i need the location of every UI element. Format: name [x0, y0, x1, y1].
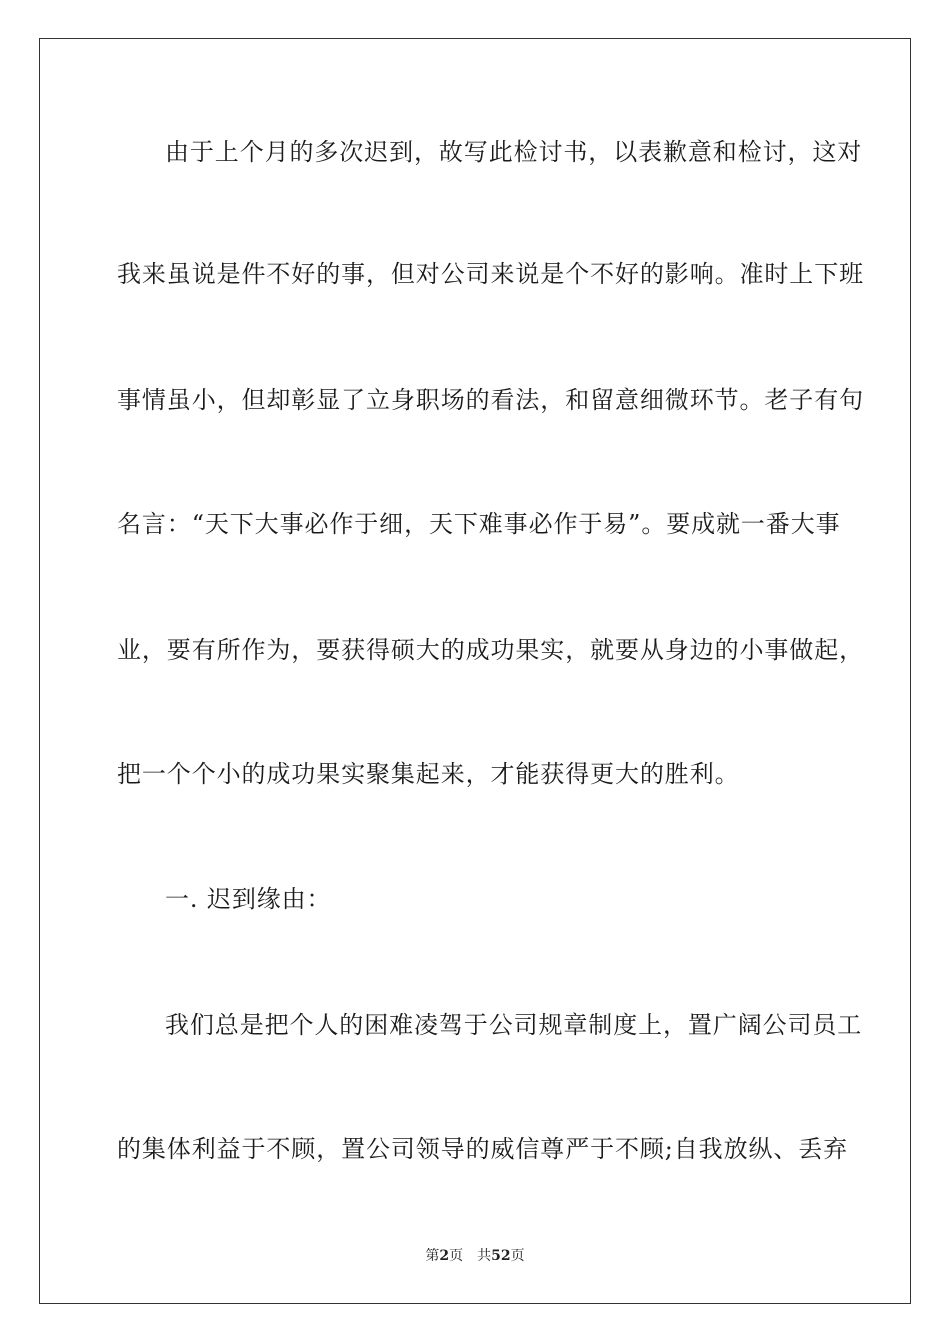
page-number: 2 — [439, 1248, 450, 1264]
page-footer — [0, 1246, 950, 1266]
page-suffix: 页 — [449, 1248, 464, 1264]
total-prefix: 共 — [477, 1248, 492, 1264]
section-heading: 一. 迟到缘由： — [165, 885, 332, 913]
total-pages: 52 — [491, 1248, 511, 1264]
paragraph-1-line-5: 业，要有所作为，要获得硕大的成功果实，就要从身边的小事做起， — [117, 636, 864, 664]
paragraph-1-line-3: 事情虽小，但却彰显了立身职场的看法，和留意细微环节。老子有句 — [117, 386, 864, 414]
paragraph-2-line-2: 的集体利益于不顾，置公司领导的威信尊严于不顾;自我放纵、丢弃 — [117, 1135, 849, 1163]
paragraph-1-line-1: 由于上个月的多次迟到，故写此检讨书，以表歉意和检讨，这对 — [165, 138, 863, 166]
paragraph-1-line-4: 名言：“天下大事必作于细，天下难事必作于易”。要成就一番大事 — [117, 510, 841, 538]
total-suffix: 页 — [510, 1248, 525, 1264]
page-prefix: 第 — [425, 1248, 440, 1264]
page-border — [39, 38, 911, 1304]
paragraph-1-line-2: 我来虽说是件不好的事，但对公司来说是个不好的影响。准时上下班 — [117, 260, 864, 288]
paragraph-2-line-1: 我们总是把个人的困难凌驾于公司规章制度上，置广阔公司员工 — [165, 1011, 863, 1039]
paragraph-1-line-6: 把一个个小的成功果实聚集起来，才能获得更大的胜利。 — [117, 760, 740, 788]
